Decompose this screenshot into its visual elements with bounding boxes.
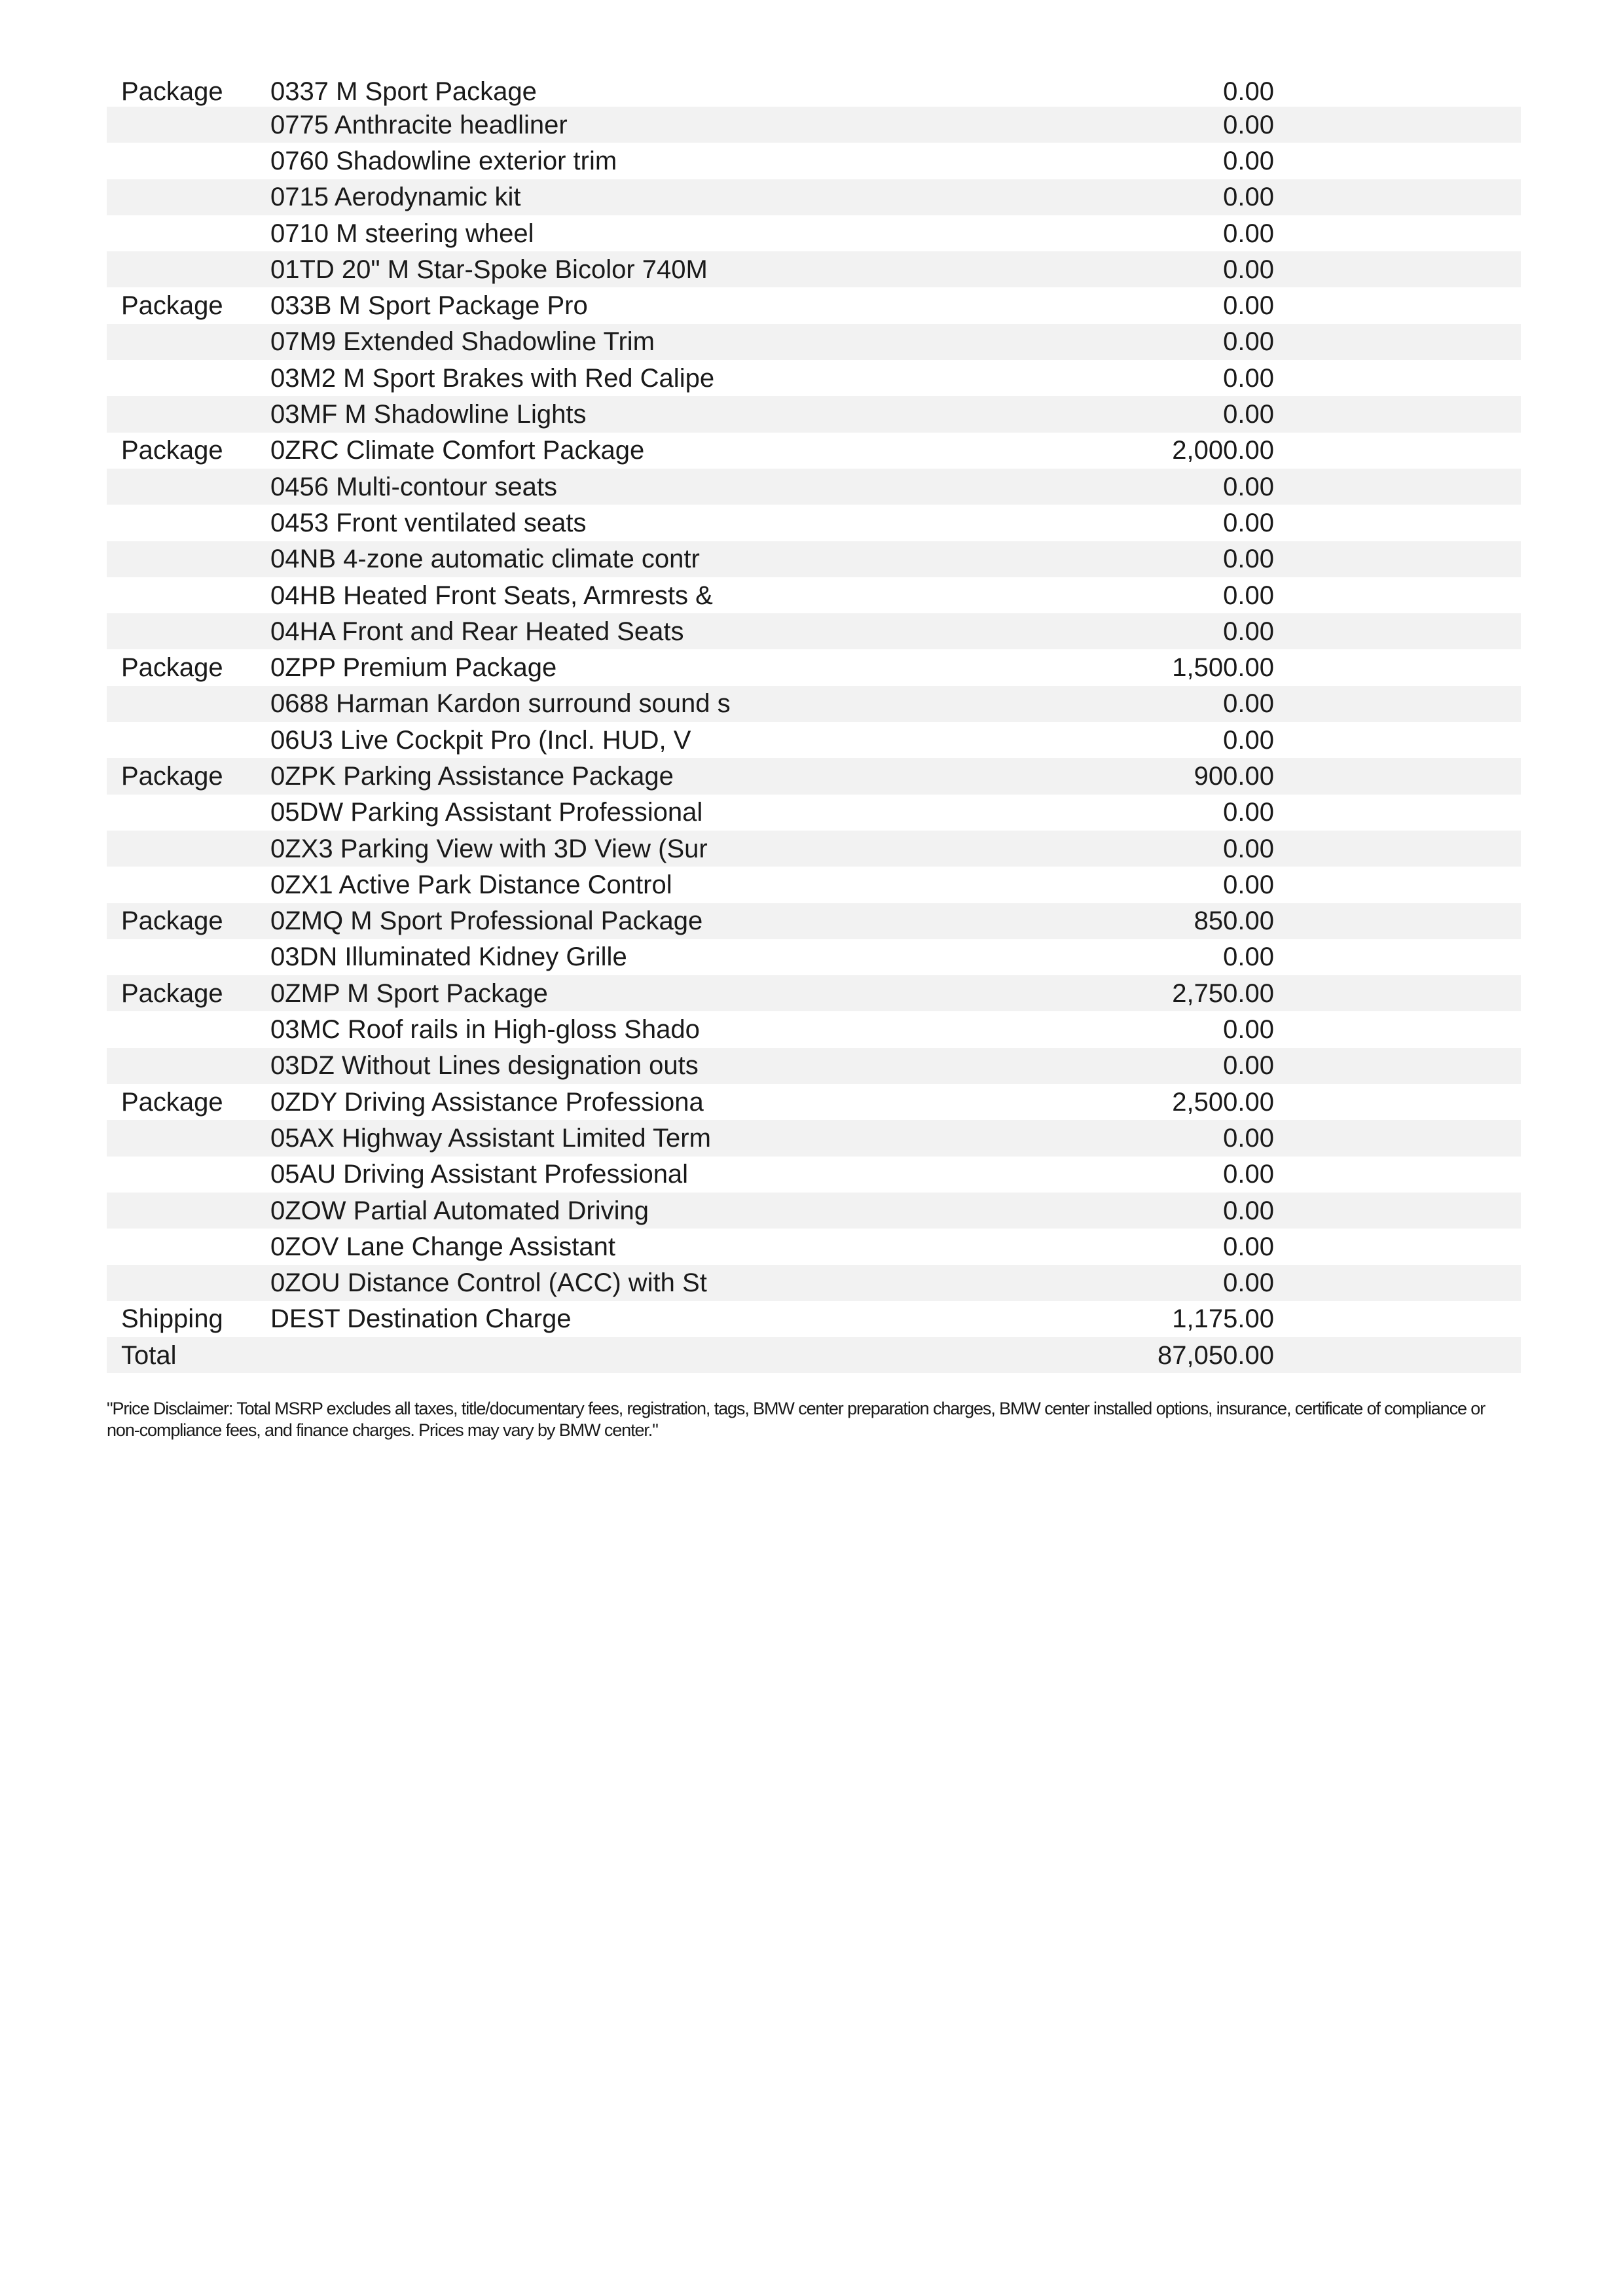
table-row bbox=[107, 143, 1521, 179]
row-price: 0.00 bbox=[1223, 1160, 1274, 1189]
row-description: 0760 Shadowline exterior trim bbox=[270, 146, 617, 175]
row-price: 0.00 bbox=[1223, 1051, 1274, 1081]
row-price: 0.00 bbox=[1223, 1123, 1274, 1153]
row-description: 0337 M Sport Package bbox=[270, 77, 537, 106]
row-price: 0.00 bbox=[1223, 219, 1274, 248]
row-price: 0.00 bbox=[1223, 77, 1274, 106]
row-description: 0715 Aerodynamic kit bbox=[270, 183, 521, 212]
table-row bbox=[107, 1301, 1521, 1337]
row-price: 2,500.00 bbox=[1172, 1087, 1274, 1117]
table-row bbox=[107, 831, 1521, 867]
table-row bbox=[107, 939, 1521, 975]
row-price: 0.00 bbox=[1223, 327, 1274, 357]
row-price: 0.00 bbox=[1223, 183, 1274, 212]
table-row bbox=[107, 287, 1521, 323]
table-row bbox=[107, 1120, 1521, 1156]
row-price: 87,050.00 bbox=[1158, 1340, 1274, 1370]
row-description: 05AU Driving Assistant Professional bbox=[270, 1160, 689, 1189]
row-description: 0456 Multi-contour seats bbox=[270, 472, 558, 501]
table-row bbox=[107, 77, 1521, 107]
row-category: Package bbox=[121, 978, 223, 1008]
row-description: 0ZPK Parking Assistance Package bbox=[270, 761, 674, 791]
table-row bbox=[107, 1084, 1521, 1120]
row-description: 0ZPP Premium Package bbox=[270, 653, 557, 683]
table-row bbox=[107, 795, 1521, 831]
row-price: 1,500.00 bbox=[1172, 653, 1274, 683]
row-description: 0688 Harman Kardon surround sound s bbox=[270, 689, 731, 719]
row-price: 850.00 bbox=[1194, 906, 1274, 936]
row-price: 0.00 bbox=[1223, 363, 1274, 393]
row-description: 0ZX3 Parking View with 3D View (Sur bbox=[270, 834, 708, 863]
row-description: 0ZOV Lane Change Assistant bbox=[270, 1232, 615, 1261]
row-description: 0ZOU Distance Control (ACC) with St bbox=[270, 1268, 707, 1298]
row-description: 06U3 Live Cockpit Pro (Incl. HUD, V bbox=[270, 725, 691, 755]
table-row bbox=[107, 903, 1521, 939]
row-category: Package bbox=[121, 906, 223, 936]
row-category: Package bbox=[121, 761, 223, 791]
table-row bbox=[107, 1157, 1521, 1193]
table-row bbox=[107, 541, 1521, 577]
table-row bbox=[107, 1229, 1521, 1265]
table-row bbox=[107, 975, 1521, 1011]
row-price: 0.00 bbox=[1223, 400, 1274, 429]
row-category: Package bbox=[121, 436, 223, 465]
row-price: 0.00 bbox=[1223, 508, 1274, 537]
table-row bbox=[107, 867, 1521, 903]
table-row bbox=[107, 469, 1521, 505]
row-description: 0ZDY Driving Assistance Professiona bbox=[270, 1087, 704, 1117]
row-price: 0.00 bbox=[1223, 870, 1274, 899]
table-row bbox=[107, 179, 1521, 215]
row-price: 0.00 bbox=[1223, 146, 1274, 175]
table-row bbox=[107, 1337, 1521, 1373]
row-price: 900.00 bbox=[1194, 761, 1274, 791]
row-description: 0ZMQ M Sport Professional Package bbox=[270, 906, 703, 936]
row-price: 0.00 bbox=[1223, 834, 1274, 863]
table-row bbox=[107, 107, 1521, 143]
row-description: 03MC Roof rails in High-gloss Shado bbox=[270, 1015, 700, 1045]
row-description: DEST Destination Charge bbox=[270, 1304, 572, 1334]
table-row bbox=[107, 686, 1521, 722]
row-description: 0ZX1 Active Park Distance Control bbox=[270, 870, 672, 899]
table-row bbox=[107, 1265, 1521, 1301]
row-price: 2,000.00 bbox=[1172, 436, 1274, 465]
row-price: 0.00 bbox=[1223, 110, 1274, 139]
table-row bbox=[107, 577, 1521, 613]
row-price: 0.00 bbox=[1223, 545, 1274, 574]
row-description: 04HA Front and Rear Heated Seats bbox=[270, 617, 684, 646]
row-description: 03M2 M Sport Brakes with Red Calipe bbox=[270, 363, 715, 393]
table-row bbox=[107, 1011, 1521, 1047]
table-row bbox=[107, 1048, 1521, 1084]
row-description: 01TD 20" M Star-Spoke Bicolor 740M bbox=[270, 255, 708, 284]
row-description: 0ZMP M Sport Package bbox=[270, 978, 548, 1008]
row-price: 0.00 bbox=[1223, 1232, 1274, 1261]
row-category: Package bbox=[121, 1087, 223, 1117]
row-category: Total bbox=[121, 1340, 177, 1370]
row-category: Package bbox=[121, 653, 223, 683]
price-disclaimer: "Price Disclaimer: Total MSRP excludes all taxes, title/documentary fees, registration, tags, BMW center preparation charges, BMW center installed options, insurance, certificate of compliance or non-compliance fees, and finance charges. Prices may vary by BMW center." bbox=[107, 1399, 1486, 1440]
row-description: 0775 Anthracite headliner bbox=[270, 110, 568, 139]
row-description: 0ZOW Partial Automated Driving bbox=[270, 1196, 649, 1225]
table-row bbox=[107, 505, 1521, 541]
table-row bbox=[107, 722, 1521, 758]
row-description: 03DZ Without Lines designation outs bbox=[270, 1051, 699, 1081]
table-row bbox=[107, 360, 1521, 396]
table-row bbox=[107, 396, 1521, 432]
row-price: 0.00 bbox=[1223, 798, 1274, 827]
row-description: 03DN Illuminated Kidney Grille bbox=[270, 942, 627, 972]
row-description: 05AX Highway Assistant Limited Term bbox=[270, 1123, 711, 1153]
row-price: 0.00 bbox=[1223, 617, 1274, 646]
table-row bbox=[107, 324, 1521, 360]
row-description: 04HB Heated Front Seats, Armrests & bbox=[270, 581, 713, 610]
price-sheet bbox=[107, 77, 1521, 1441]
row-price: 1,175.00 bbox=[1172, 1304, 1274, 1334]
row-description: 03MF M Shadowline Lights bbox=[270, 400, 587, 429]
row-description: 033B M Sport Package Pro bbox=[270, 291, 588, 321]
table-row bbox=[107, 1193, 1521, 1229]
row-price: 0.00 bbox=[1223, 942, 1274, 972]
row-description: 04NB 4-zone automatic climate contr bbox=[270, 545, 700, 574]
row-price: 0.00 bbox=[1223, 472, 1274, 501]
row-description: 07M9 Extended Shadowline Trim bbox=[270, 327, 655, 357]
row-category: Shipping bbox=[121, 1304, 223, 1334]
table-row bbox=[107, 613, 1521, 649]
row-description: 0ZRC Climate Comfort Package bbox=[270, 436, 645, 465]
row-category: Package bbox=[121, 77, 223, 106]
table-row bbox=[107, 215, 1521, 251]
table-row bbox=[107, 758, 1521, 794]
row-price: 0.00 bbox=[1223, 581, 1274, 610]
row-price: 0.00 bbox=[1223, 255, 1274, 284]
row-description: 05DW Parking Assistant Professional bbox=[270, 798, 703, 827]
row-price: 0.00 bbox=[1223, 1015, 1274, 1045]
table-row bbox=[107, 433, 1521, 469]
table-row bbox=[107, 649, 1521, 685]
row-description: 0710 M steering wheel bbox=[270, 219, 534, 248]
row-price: 0.00 bbox=[1223, 1268, 1274, 1298]
row-category: Package bbox=[121, 291, 223, 321]
row-price: 0.00 bbox=[1223, 725, 1274, 755]
row-price: 0.00 bbox=[1223, 689, 1274, 719]
row-price: 0.00 bbox=[1223, 291, 1274, 321]
row-price: 2,750.00 bbox=[1172, 978, 1274, 1008]
table-row bbox=[107, 251, 1521, 287]
options-price-table bbox=[107, 77, 1521, 1373]
row-description: 0453 Front ventilated seats bbox=[270, 508, 587, 537]
row-price: 0.00 bbox=[1223, 1196, 1274, 1225]
